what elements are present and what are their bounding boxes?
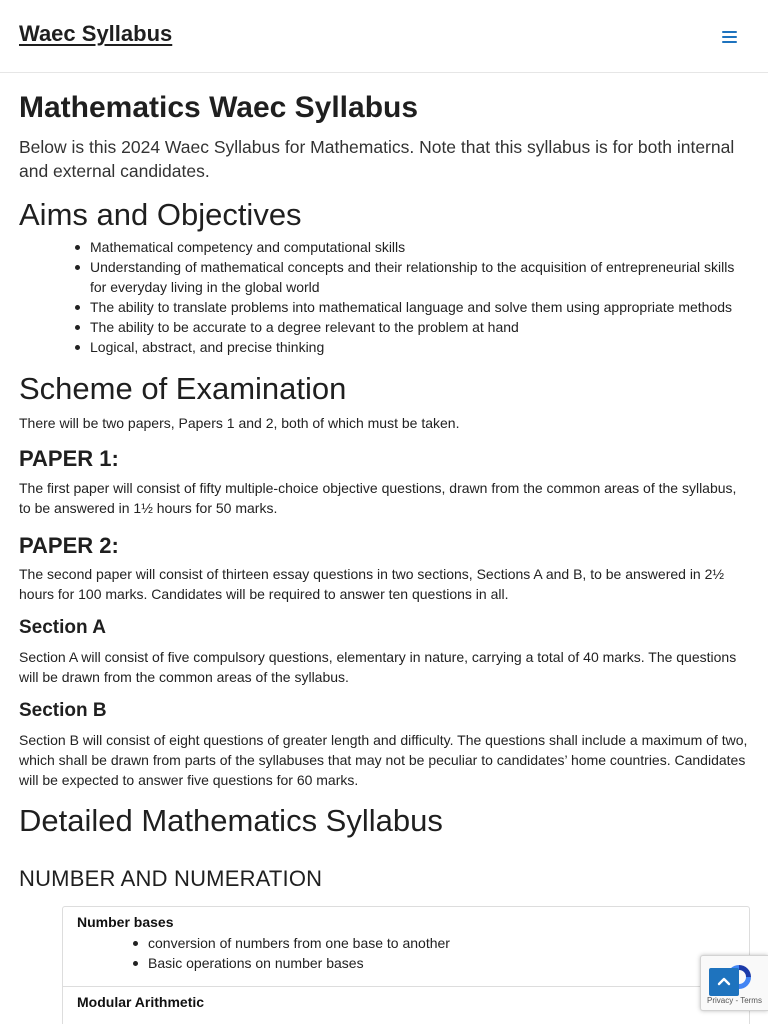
- paper1-text: The first paper will consist of fifty multiple-choice objective questions, drawn from the common areas of the syllabus, to be answered in 1½ hours for 50 marks.: [19, 480, 737, 516]
- scroll-to-top-button[interactable]: [709, 968, 739, 996]
- row-list: [63, 933, 749, 973]
- site-title-link[interactable]: Waec Syllabus: [19, 21, 173, 46]
- detailed-syllabus-heading: Detailed Mathematics Syllabus: [19, 803, 443, 838]
- recaptcha-links[interactable]: Privacy - Terms: [707, 996, 762, 1005]
- table-row: [63, 987, 749, 1024]
- section-a-text: Section A will consist of five compulsory questions, elementary in nature, carrying a total of 40 marks. The questions will be drawn from the common areas of the syllabus.: [19, 649, 737, 685]
- menu-bar: [722, 31, 737, 33]
- syllabus-table: [62, 906, 750, 1024]
- aims-heading: Aims and Objectives: [19, 197, 302, 232]
- section-b-text: Section B will consist of eight questions of greater length and difficulty. The questions shall include a maximum of two, which shall be drawn from parts of the syllabuses that may not be peculiar to candidates’ home countries. Candidates will be expected to answer five questions for 60 marks.: [19, 732, 748, 788]
- list-item: Mathematical competency and computational skills: [19, 237, 749, 257]
- section-b-heading: Section B: [19, 700, 107, 721]
- menu-bar: [722, 41, 737, 43]
- hamburger-menu-icon[interactable]: [716, 26, 742, 48]
- intro-text: Below is this 2024 Waec Syllabus for Mathematics. Note that this syllabus is for both internal and external candidates.: [19, 137, 735, 181]
- list-item: The ability to translate problems into mathematical language and solve them using appropriate methods: [19, 297, 749, 317]
- list-item: conversion of numbers from one base to another: [63, 933, 749, 953]
- menu-bar: [722, 36, 737, 38]
- list-item: The ability to be accurate to a degree relevant to the problem at hand: [19, 317, 749, 337]
- paper2-heading: PAPER 2:: [19, 533, 119, 558]
- row-heading: Number bases: [77, 914, 174, 930]
- page-title: Mathematics Waec Syllabus: [19, 91, 419, 124]
- list-item: Basic operations on number bases: [63, 953, 749, 973]
- topic-heading: NUMBER AND NUMERATION: [19, 866, 323, 891]
- paper2-text: The second paper will consist of thirteen essay questions in two sections, Sections A and B, to be answered in 2½ hours for 100 marks. Candidates will be required to answer ten questions in all.: [19, 566, 725, 602]
- list-item: Understanding of mathematical concepts and their relationship to the acquisition of entrepreneurial skills for everyday living in the global world: [19, 257, 749, 297]
- paper1-heading: PAPER 1:: [19, 446, 119, 471]
- row-heading: Modular Arithmetic: [77, 994, 205, 1010]
- table-row: [63, 907, 749, 987]
- scheme-heading: Scheme of Examination: [19, 371, 347, 406]
- aims-list: [19, 237, 749, 357]
- site-header: [0, 0, 768, 73]
- list-item: Logical, abstract, and precise thinking: [19, 337, 749, 357]
- scheme-text: There will be two papers, Papers 1 and 2, both of which must be taken.: [19, 415, 460, 431]
- arrow-up-icon: [716, 974, 732, 990]
- section-a-heading: Section A: [19, 617, 106, 638]
